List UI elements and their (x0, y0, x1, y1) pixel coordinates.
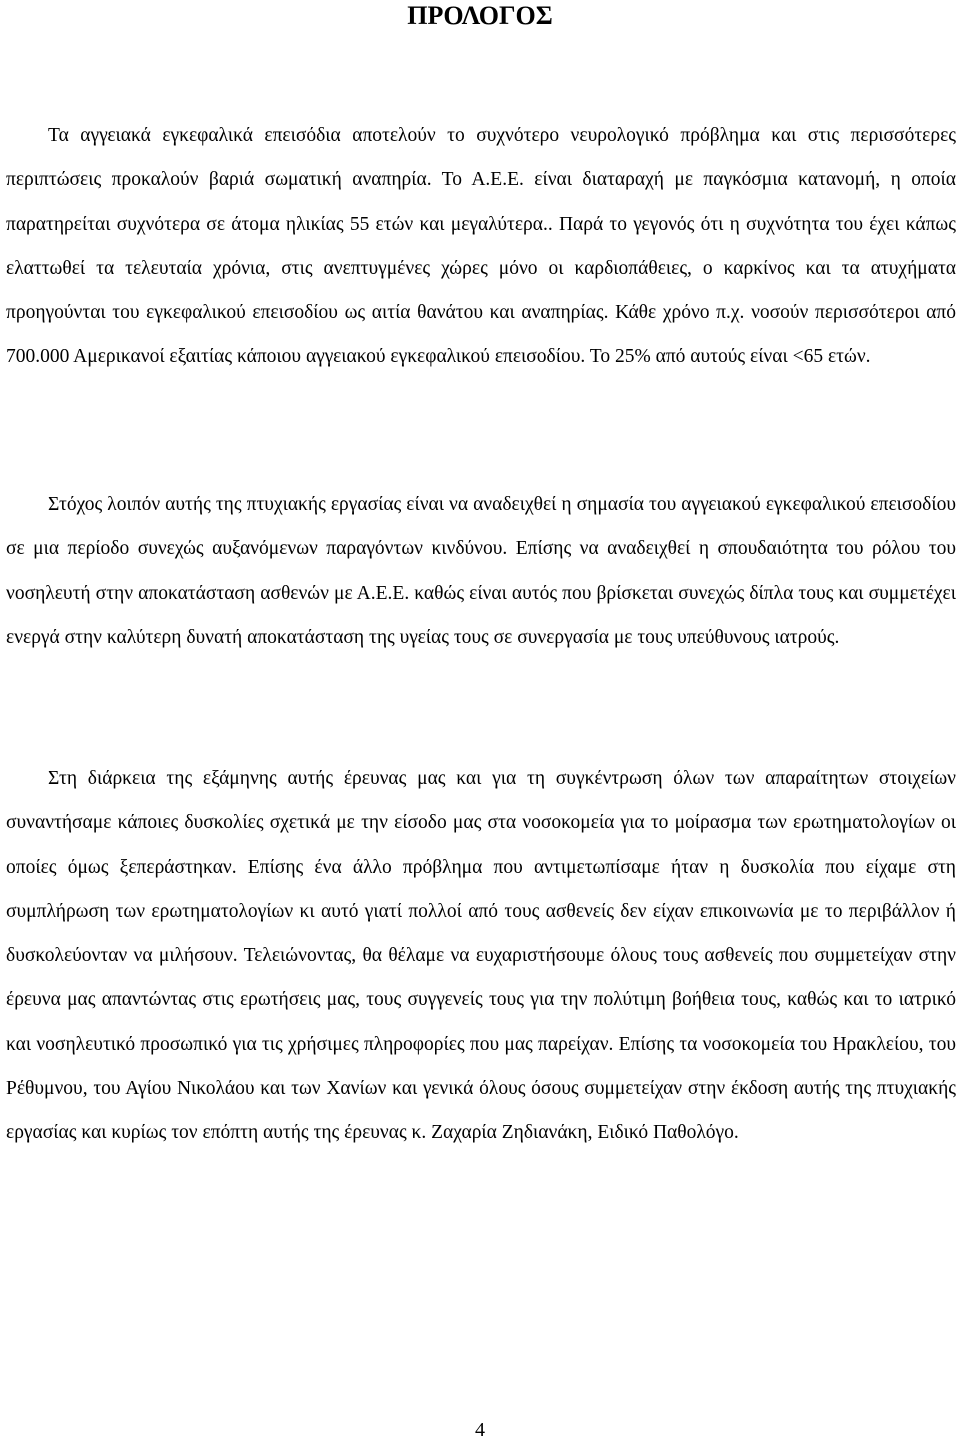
page-title: ΠΡΟΛΟΓΟΣ (407, 1, 553, 30)
paragraph-acknowledgements: Στη διάρκεια της εξάμηνης αυτής έρευνας μας και για τη συγκέντρωση όλων των απαραίτητων στοιχείων συναντήσαμε κάποιες δυσκολίες σχετικά με την είσοδο μας στα νοσοκομεία για το μοίρασμα των ερωτηματολογίων οι οποίες όμως ξεπεράστηκαν. Επίσης ένα άλλο πρόβλημα που αντιμετωπίσαμε ήταν η δυσκολία που είχαμε στη συμπλήρωση των ερωτηματολογίων κι αυτό γιατί πολλοί από τους ασθενείς δεν είχαν επικοινωνία με το περιβάλλον ή δυσκολεύονταν να μιλήσουν. Τελειώνοντας, θα θέλαμε να ευχαριστήσουμε όλους τους ασθενείς που συμμετείχαν στην έρευνα μας απαντώντας στις ερωτήσεις μας, τους συγγενείς τους για την πολύτιμη βοήθεια τους, καθώς και το ιατρικό και νοσηλευτικό προσωπικό για τις χρήσιμες πληροφορίες που μας παρείχαν. Επίσης τα νοσοκομεία του Ηρακλείου, του Ρέθυμνου, του Αγίου Νικολάου και των Χανίων και γενικά όλους όσους συμμετείχαν στην έκδοση αυτής της πτυχιακής εργασίας και κυρίως τον επόπτη αυτής της έρευνας κ. Ζαχαρία Ζηδιανάκη, Ειδικό Παθολόγο. (6, 768, 956, 1144)
paragraph-introduction: Τα αγγειακά εγκεφαλικά επεισόδια αποτελούν το συχνότερο νευρολογικό πρόβλημα και στις περισσότερες περιπτώσεις προκαλούν βαριά σωματική αναπηρία. Το Α.Ε.Ε. είναι διαταραχή με παγκόσμια κατανομή, η οποία παρατηρείται συχνότερα σε άτομα ηλικίας 55 ετών και μεγαλύτερα.. Παρά το γεγονός ότι η συχνότητα του έχει κάπως ελαττωθεί τα τελευταία χρόνια, στις ανεπτυγμένες χώρες μόνο οι καρδιοπάθειες, ο καρκίνος και τα ατυχήματα προηγούνται του εγκεφαλικού επεισοδίου ως αιτία θανάτου και αναπηρίας. Κάθε χρόνο π.χ. νοσούν περισσότεροι από 700.000 Αμερικανοί εξαιτίας κάποιου αγγειακού εγκεφαλικού επεισοδίου. Το 25% από αυτούς είναι <65 ετών. (6, 125, 956, 368)
page-number: 4 (475, 1419, 485, 1441)
paragraph-objective: Στόχος λοιπόν αυτής της πτυχιακής εργασίας είναι να αναδειχθεί η σημασία του αγγειακού εγκεφαλικού επεισοδίου σε μια περίοδο συνεχώς αυξανόμενων παραγόντων κινδύνου. Επίσης να αναδειχθεί η σπουδαιότητα του ρόλου του νοσηλευτή στην αποκατάσταση ασθενών με Α.Ε.Ε. καθώς είναι αυτός που βρίσκεται συνεχώς δίπλα τους και συμμετέχει ενεργά στην καλύτερη δυνατή αποκατάσταση της υγείας τους σε συνεργασία με τους υπεύθυνους ιατρούς. (6, 494, 956, 648)
